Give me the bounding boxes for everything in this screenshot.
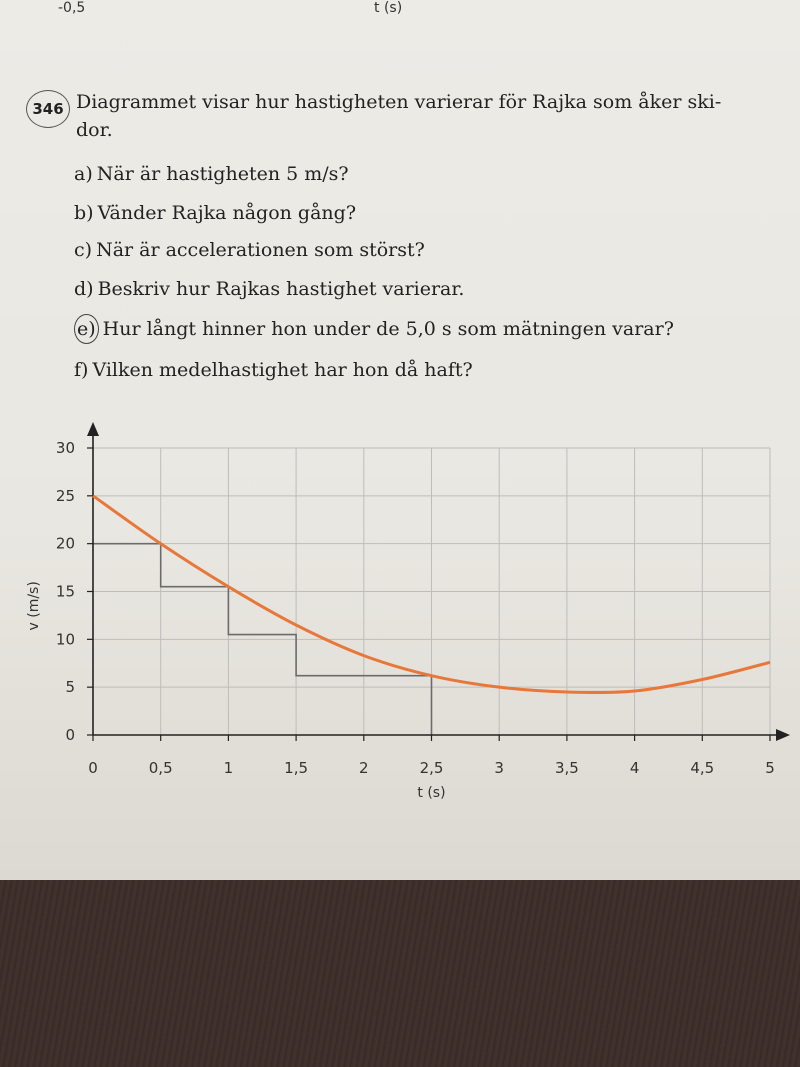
- x-tick-label: 3,5: [554, 759, 579, 777]
- x-tick-label: 5: [765, 759, 775, 777]
- x-tick-label: 2,5: [419, 759, 444, 777]
- previous-chart-y-label: -0,5: [58, 0, 86, 16]
- y-tick-label: 15: [55, 582, 75, 601]
- x-axis-arrow-icon: [776, 729, 790, 741]
- x-tick-label: 0: [88, 759, 98, 777]
- question-e: [74, 314, 674, 344]
- x-tick-label: 4: [629, 759, 640, 777]
- question-text: Beskriv hur Rajkas hastighet varierar.: [97, 278, 465, 300]
- question-label: b): [74, 202, 94, 224]
- x-axis-label: t (s): [417, 785, 446, 801]
- y-tick-label: 0: [65, 726, 75, 744]
- x-tick-label: 2: [359, 759, 369, 777]
- x-tick-label: 0,5: [148, 759, 173, 777]
- question-text: När är hastigheten 5 m/s?: [96, 163, 349, 185]
- y-axis-label: v (m/s): [26, 581, 42, 631]
- y-tick-label: 10: [55, 630, 75, 649]
- problem-number: 346: [26, 90, 70, 128]
- question-label: a): [74, 163, 93, 185]
- chart-svg: [0, 400, 800, 820]
- x-tick-label: 4,5: [690, 759, 715, 777]
- question-text: När är accelerationen som störst?: [96, 239, 425, 261]
- question-label: d): [74, 278, 94, 300]
- y-tick-label: 5: [65, 678, 75, 697]
- question-f: [74, 356, 473, 384]
- question-b: [74, 199, 356, 227]
- x-tick-label: 3: [494, 759, 504, 777]
- y-axis-arrow-icon: [87, 422, 99, 436]
- question-c: [74, 236, 425, 264]
- question-d: [74, 275, 464, 303]
- previous-chart-x-label: t (s): [374, 0, 403, 16]
- question-label: c): [74, 239, 93, 261]
- x-tick-label: 1: [223, 759, 234, 777]
- chart-axes: [87, 422, 790, 741]
- y-tick-label: 25: [55, 486, 75, 505]
- y-tick-label: 20: [55, 534, 75, 553]
- table-surface: [0, 880, 800, 1067]
- question-label: f): [74, 359, 89, 381]
- question-text: Vilken medelhastighet har hon då haft?: [92, 359, 473, 381]
- question-text: Vänder Rajka någon gång?: [97, 202, 357, 224]
- y-tick-label: 30: [55, 439, 75, 457]
- x-tick-label: 1,5: [284, 759, 309, 777]
- question-label: e): [74, 314, 99, 344]
- problem-intro: Diagrammet visar hur hastigheten varierar för Rajka som åker ski- dor.: [76, 91, 722, 141]
- chart-tick-labels: [56, 439, 775, 777]
- question-text: Hur långt hinner hon under de 5,0 s som mätningen varar?: [102, 318, 674, 340]
- velocity-chart: [0, 400, 800, 820]
- question-a: [74, 160, 349, 188]
